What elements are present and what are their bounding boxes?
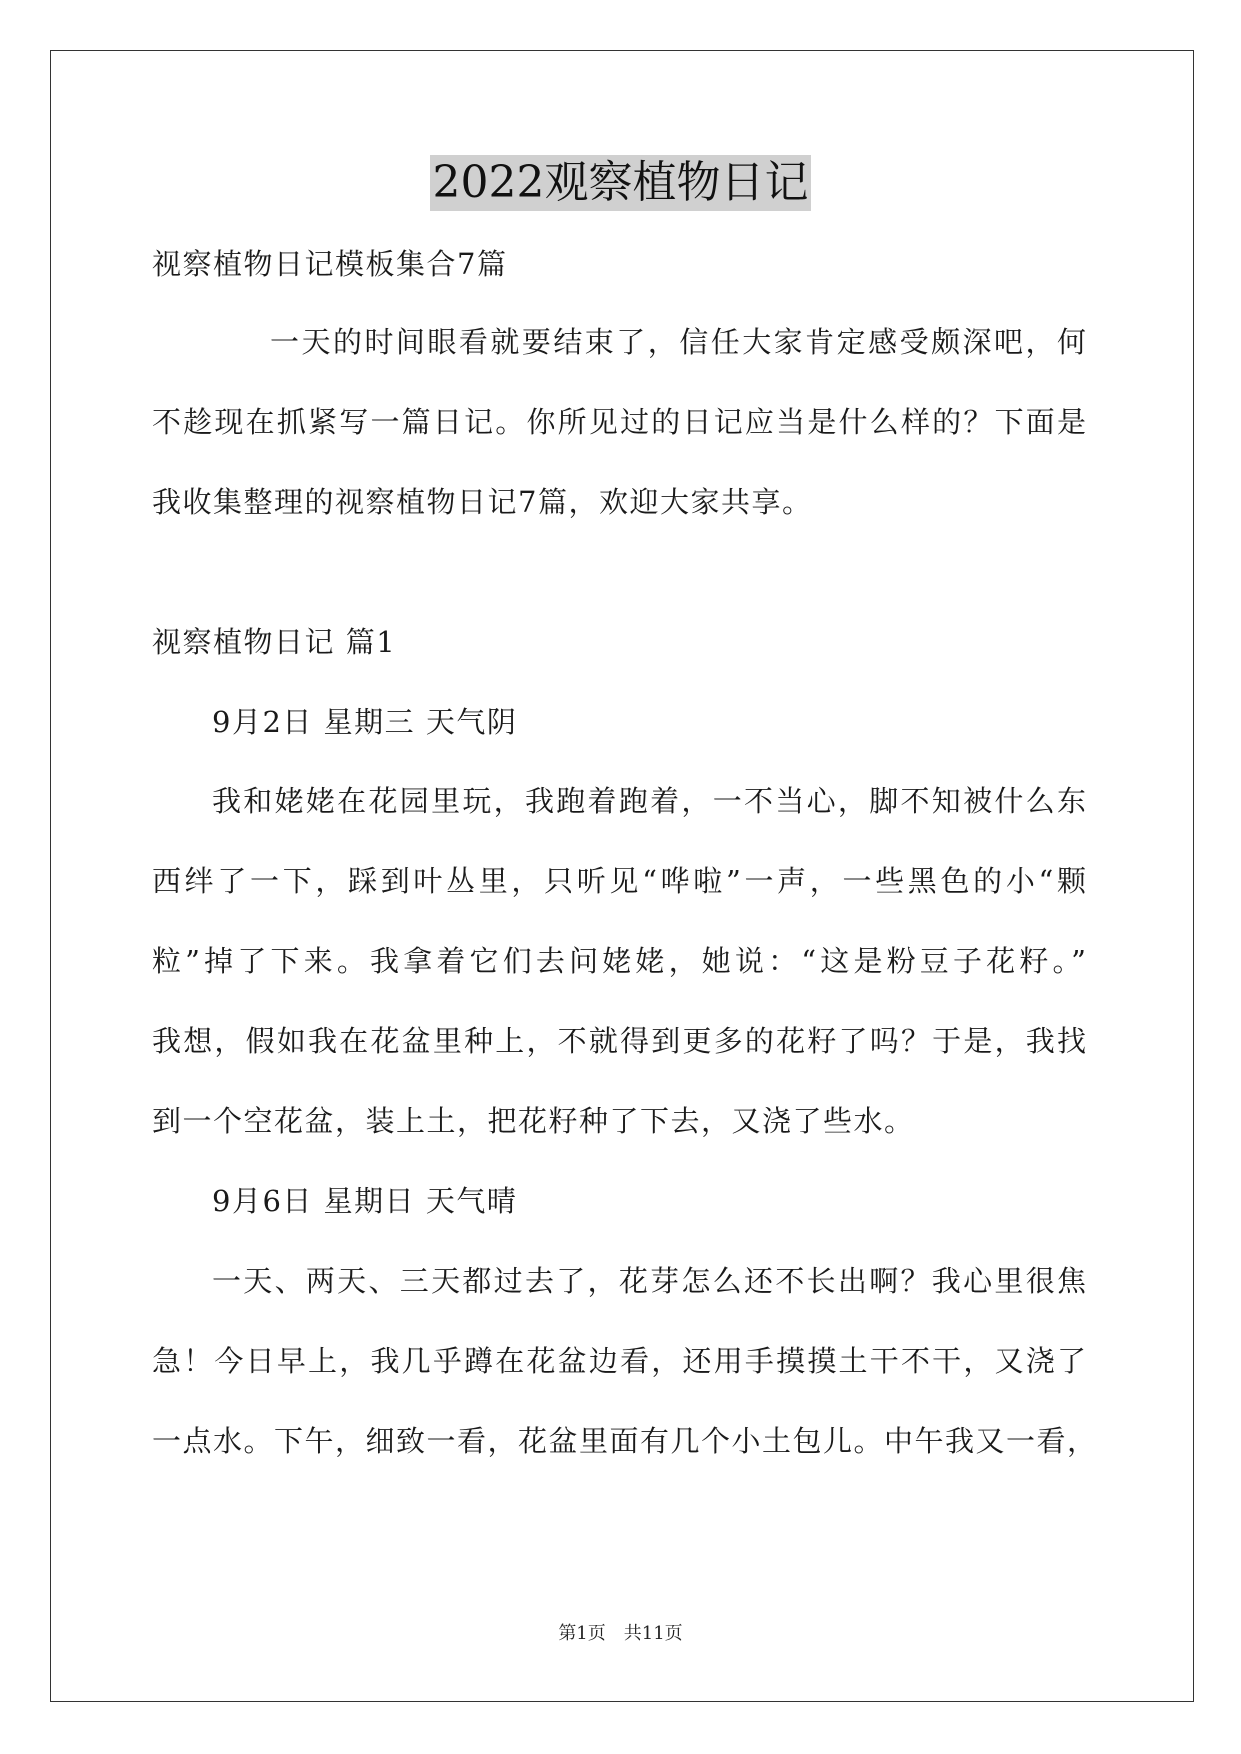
diary-line-7: 急！今日早上，我几乎蹲在花盆边看，还用手摸摸土干不干，又浇了 — [152, 1344, 1086, 1378]
diary-line-6: 一天、两天、三天都过去了，花芽怎么还不长出啊？我心里很焦 — [212, 1264, 1086, 1298]
title-container — [0, 155, 1241, 211]
intro-line-1: 一天的时间眼看就要结束了，信任大家肯定感受颇深吧，何 — [270, 325, 1086, 359]
page-footer — [0, 1622, 1241, 1646]
section-heading: 视察植物日记 篇1 — [152, 625, 397, 659]
diary-date-1: 9月2日 星期三 天气阴 — [212, 705, 518, 739]
diary-line-1: 我和姥姥在花园里玩，我跑着跑着，一不当心，脚不知被什么东 — [212, 784, 1086, 818]
intro-line-3: 我收集整理的视察植物日记7篇，欢迎大家共享。 — [152, 485, 813, 519]
page-total: 共11页 — [623, 1623, 683, 1644]
diary-line-5: 到一个空花盆，装上土，把花籽种了下去，又浇了些水。 — [152, 1104, 915, 1138]
diary-date-2: 9月6日 星期日 天气晴 — [212, 1184, 518, 1218]
diary-line-4: 我想，假如我在花盆里种上，不就得到更多的花籽了吗？于是，我找 — [152, 1024, 1086, 1058]
page-number: 第1页 — [558, 1623, 606, 1644]
diary-line-2: 西绊了一下，踩到叶丛里，只听见“哗啦”一声，一些黑色的小“颗 — [152, 864, 1086, 898]
diary-line-3: 粒”掉了下来。我拿着它们去问姥姥，她说：“这是粉豆子花籽。” — [152, 944, 1086, 978]
intro-line-2: 不趁现在抓紧写一篇日记。你所见过的日记应当是什么样的？下面是 — [152, 405, 1086, 439]
document-title: 2022观察植物日记 — [430, 155, 812, 211]
diary-line-8: 一点水。下午，细致一看，花盆里面有几个小土包儿。中午我又一看， — [152, 1424, 1096, 1458]
subtitle: 视察植物日记模板集合7篇 — [152, 247, 508, 281]
